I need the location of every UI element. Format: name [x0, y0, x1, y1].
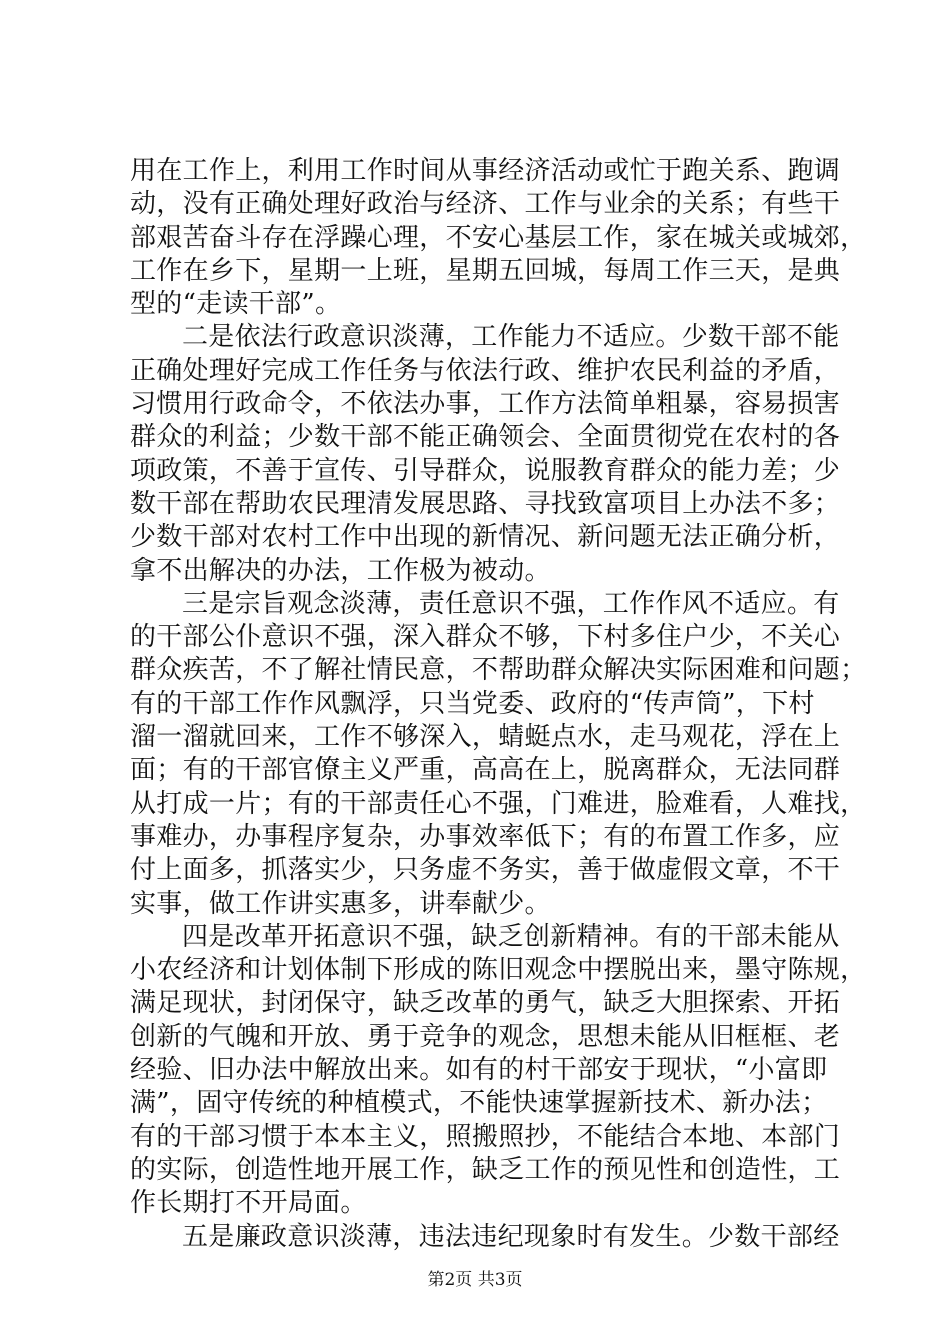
text-line: 群众的利益；少数干部不能正确领会、全面贯彻党在农村的各 [130, 422, 841, 453]
text-line: 面；有的干部官僚主义严重，高高在上，脱离群众，无法同群 [130, 755, 841, 786]
text-line: 事难办，办事程序复杂，办事效率低下；有的布置工作多，应 [130, 821, 841, 852]
text-line: 付上面多，抓落实少，只务虚不务实，善于做虚假文章，不干 [130, 855, 841, 886]
text-line: 作长期打不开局面。 [130, 1188, 367, 1219]
text-line: 习惯用行政命令，不依法办事，工作方法简单粗暴，容易损害 [130, 389, 841, 420]
text-line: 数干部在帮助农民理清发展思路、寻找致富项目上办法不多； [130, 488, 841, 519]
text-line: 小农经济和计划体制下形成的陈旧观念中摆脱出来，墨守陈规， [130, 955, 867, 986]
page-footer: 第2页 共3页 [427, 1270, 523, 1290]
text-line: 的干部公仆意识不强，深入群众不够，下村多住户少，不关心 [130, 622, 841, 653]
text-line: 有的干部工作作风飘浮，只当党委、政府的“传声筒”，下村 [130, 688, 815, 719]
text-line: 创新的气魄和开放、勇于竞争的观念，思想未能从旧框框、老 [130, 1021, 841, 1052]
paragraph-start-line: 五是廉政意识淡薄，违法违纪现象时有发生。少数干部经 [182, 1221, 840, 1252]
paragraph-start-line: 四是改革开拓意识不强，缺乏创新精神。有的干部未能从 [182, 921, 840, 952]
text-line: 从打成一片；有的干部责任心不强，门难进，脸难看，人难找， [130, 788, 867, 819]
text-line: 部艰苦奋斗存在浮躁心理，不安心基层工作，家在城关或城郊， [130, 222, 867, 253]
text-line: 经验、旧办法中解放出来。如有的村干部安于现状，“小富即 [130, 1055, 828, 1086]
text-line: 少数干部对农村工作中出现的新情况、新问题无法正确分析， [130, 522, 841, 553]
text-line: 群众疾苦，不了解社情民意，不帮助群众解决实际困难和问题； [130, 655, 867, 686]
body-text [130, 155, 867, 1254]
text-line: 动，没有正确处理好政治与经济、工作与业余的关系；有些干 [130, 189, 841, 220]
text-line: 正确处理好完成工作任务与依法行政、维护农民利益的矛盾， [130, 355, 841, 386]
text-line: 溜一溜就回来，工作不够深入，蜻蜓点水，走马观花，浮在上 [130, 722, 841, 753]
text-line: 拿不出解决的办法，工作极为被动。 [130, 555, 551, 586]
text-line: 工作在乡下，星期一上班，星期五回城，每周工作三天，是典 [130, 255, 841, 286]
text-line: 满足现状，封闭保守，缺乏改革的勇气，缺乏大胆探索、开拓 [130, 988, 841, 1019]
text-line: 满”，固守传统的种植模式，不能快速掌握新技术、新办法； [130, 1088, 828, 1119]
text-line: 有的干部习惯于本本主义，照搬照抄，不能结合本地、本部门 [130, 1121, 841, 1152]
text-line: 的实际，创造性地开展工作，缺乏工作的预见性和创造性，工 [130, 1154, 841, 1185]
text-line: 实事，做工作讲实惠多，讲奉献少。 [130, 888, 551, 919]
text-line: 型的“走读干部”。 [130, 289, 342, 320]
text-line: 项政策，不善于宣传、引导群众，说服教育群众的能力差；少 [130, 455, 841, 486]
text-line: 用在工作上，利用工作时间从事经济活动或忙于跑关系、跑调 [130, 156, 841, 186]
paragraph-start-line: 二是依法行政意识淡薄，工作能力不适应。少数干部不能 [182, 322, 840, 353]
paragraph-start-line: 三是宗旨观念淡薄，责任意识不强，工作作风不适应。有 [182, 588, 840, 619]
